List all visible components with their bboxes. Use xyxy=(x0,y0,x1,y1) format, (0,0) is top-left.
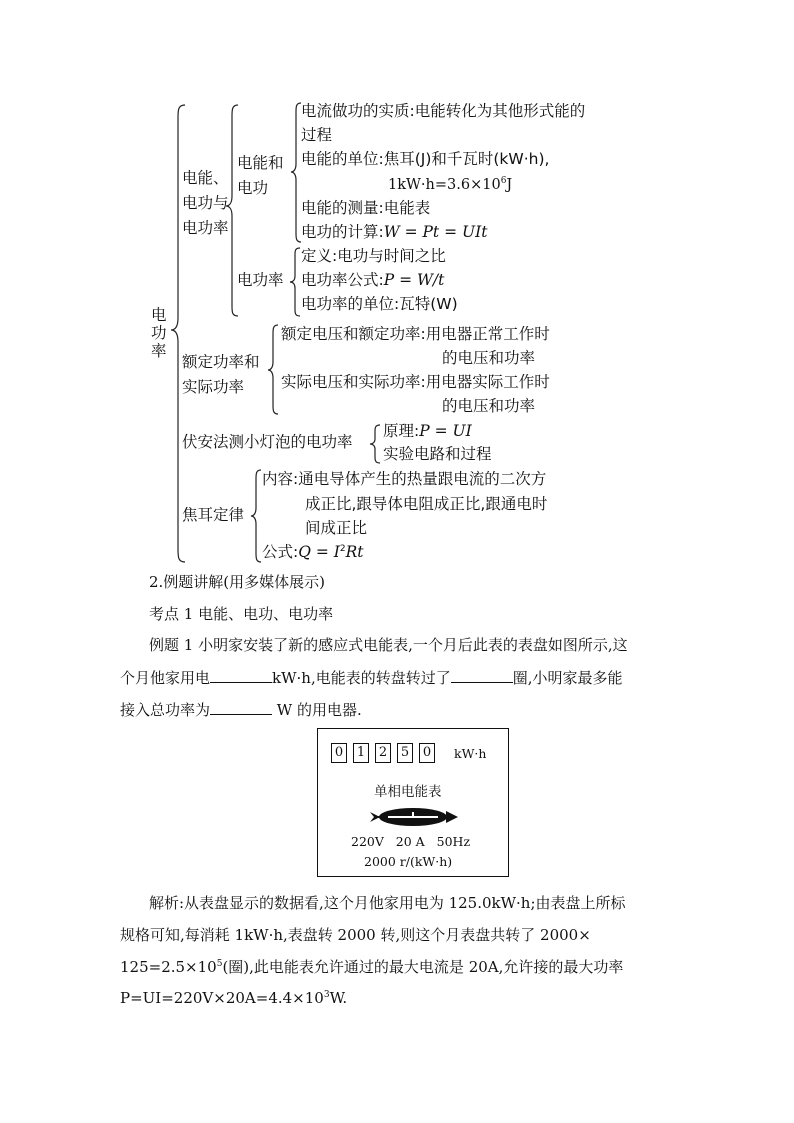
meter-specs: 220V 20 A 50Hz xyxy=(351,834,471,849)
sub1-item-1: 电流做功的实质:电能转化为其他形式能的 xyxy=(301,102,586,120)
meter-digit: 0 xyxy=(419,743,435,763)
example-line-3: 接入总功率为 W 的用电器. xyxy=(120,701,362,719)
sub1-item-3: 电能的测量:电能表 xyxy=(301,199,431,217)
analysis-line-3: $125=2.5\times 10^5$(圈),此电能表允许通过的最大电流是 20A,允许接的最大功率 xyxy=(120,958,624,976)
answer-blank-2[interactable] xyxy=(451,668,513,683)
energy-meter-figure xyxy=(317,728,509,877)
sub2-item-2: 电功率公式:P = W/t xyxy=(301,271,445,289)
analysis-line-1: 解析:从表盘显示的数据看,这个月他家用电为 125.0kW·h;由表盘上所标 xyxy=(149,894,626,912)
sub1-item-2-formula: $1kW\cdot h=3.6\times 10^6J$ xyxy=(388,176,513,193)
group3-item-2: 实验电路和过程 xyxy=(383,445,492,463)
meter-rotor-disc-icon xyxy=(318,803,510,833)
meter-digit: 5 xyxy=(397,743,413,763)
group2-item-1-cont: 的电压和功率 xyxy=(442,349,536,367)
sub1-item-1-cont: 过程 xyxy=(301,126,333,144)
sub2-brace xyxy=(290,248,300,316)
root-label: 电功率 xyxy=(151,306,167,360)
sub2-item-1: 定义:电功与时间之比 xyxy=(301,247,446,265)
meter-digit: 2 xyxy=(375,743,391,763)
analysis-line-2: 规格可知,每消耗 1kW·h,表盘转 2000 转,则这个月表盘共转了 2000× xyxy=(120,926,591,944)
group4-item-2: 公式:Q = $I^2Rt$ xyxy=(262,543,364,562)
sub2-label: 电功率 xyxy=(237,271,284,289)
answer-blank-3[interactable] xyxy=(210,700,272,715)
group2-item-1: 额定电压和额定功率:用电器正常工作时 xyxy=(281,325,550,343)
group2-item-2: 实际电压和实际功率:用电器实际工作时 xyxy=(281,373,550,391)
group1-label: 电能、电功与电功率 xyxy=(182,169,229,237)
group4-label: 焦耳定律 xyxy=(182,506,245,524)
sub1-label: 电能和电功 xyxy=(237,154,284,197)
section-heading: 2.例题讲解(用多媒体展示) xyxy=(149,573,326,591)
group2-label: 额定功率和实际功率 xyxy=(182,353,260,396)
group4-item-1-cont2: 间成正比 xyxy=(305,519,368,537)
sub2-item-3: 电功率的单位:瓦特(W) xyxy=(301,295,458,313)
answer-blank-1[interactable] xyxy=(210,668,272,683)
topic-heading: 考点 1 电能、电功、电功率 xyxy=(149,605,334,623)
sub1-item-4: 电功的计算:W = Pt = UIt xyxy=(301,223,488,241)
meter-digit: 0 xyxy=(331,743,347,763)
group3-item-1: 原理:P = UI xyxy=(383,422,472,440)
group4-item-1: 内容:通电导体产生的热量跟电流的二次方 xyxy=(262,470,547,488)
group3-label: 伏安法测小灯泡的电功率 xyxy=(182,433,353,451)
example-line-2: 个月他家用电 kW·h,电能表的转盘转过了 圈,小明家最多能 xyxy=(120,669,623,687)
analysis-line-4: $P=UI=220V\times 20A=4.4\times 10^3W$. xyxy=(120,989,348,1007)
meter-digit: 1 xyxy=(353,743,369,763)
sub1-item-2: 电能的单位:焦耳(J)和千瓦时(kW·h), xyxy=(301,150,550,168)
group4-item-1-cont: 成正比,跟导体电阻成正比,跟通电时 xyxy=(305,495,548,513)
example-line-1: 例题 1 小明家安装了新的感应式电能表,一个月后此表的表盘如图所示,这 xyxy=(149,636,628,654)
group2-item-2-cont: 的电压和功率 xyxy=(442,397,536,415)
group3-brace xyxy=(370,425,380,463)
meter-unit: kW·h xyxy=(454,746,487,761)
group4-brace xyxy=(251,470,261,562)
meter-title: 单相电能表 xyxy=(374,784,442,800)
meter-rev-constant: 2000 r/(kW·h) xyxy=(364,854,453,869)
